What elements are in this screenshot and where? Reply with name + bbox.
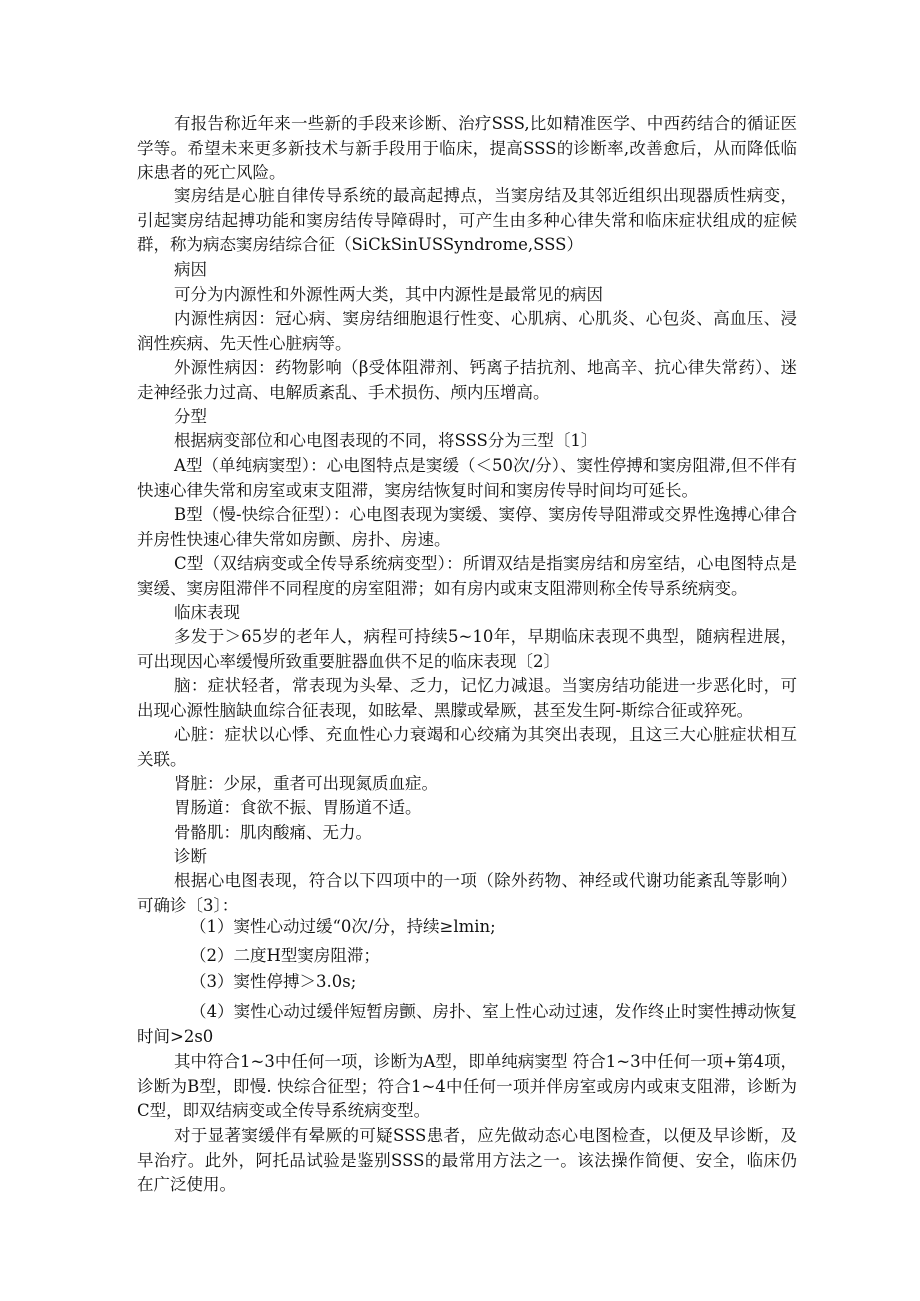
paragraph-type-b: B型（慢-快综合征型）：心电图表现为窦缓、窦停、窦房传导阻滞或交界性逸搏心律合并房性快速心律失常如房颤、房扑、房速。 [137, 505, 797, 549]
paragraph-classification-summary: 根据病变部位和心电图表现的不同，将SSS分为三型〔1〕 [174, 431, 598, 450]
paragraph-skeletal-muscle: 骨骼肌：肌肉酸痛、无力。 [174, 823, 372, 842]
paragraph-intro-new-methods: 有报告称近年来一些新的手段来诊断、治疗SSS,比如精准医学、中西药结合的循证医学等。希望未来更多新技术与新手段用于临床，提高SSS的诊断率,改善愈后，从而降低临床患者的死亡风险。 [137, 114, 797, 182]
paragraph-gastrointestinal: 胃肠道：食欲不振、胃肠道不适。 [174, 798, 422, 817]
heading-classification: 分型 [174, 407, 207, 426]
criterion-item-3: （3）窦性停搏＞3.0s; [190, 972, 357, 991]
heading-clinical-manifestations: 临床表现 [174, 603, 240, 622]
criterion-item-2: （2）二度H型窦房阻滞； [190, 946, 380, 965]
paragraph-heart: 心脏：症状以心悸、充血性心力衰竭和心绞痛为其突出表现，且这三大心脏症状相互关联。 [137, 725, 797, 769]
heading-diagnosis: 诊断 [174, 847, 207, 866]
paragraph-type-c: C型（双结病变或全传导系统病变型）：所谓双结是指窦房结和房室结，心电图特点是窦缓、窦房阻滞伴不同程度的房室阻滞；如有房内或束支阻滞则称全传导系统病变。 [137, 554, 797, 598]
paragraph-kidney: 肾脏：少尿，重者可出现氮质血症。 [174, 774, 438, 793]
heading-etiology: 病因 [174, 260, 207, 279]
criterion-item-4: （4）窦性心动过缓伴短暂房颤、房扑、室上性心动过速，发作终止时窦性搏动恢复时间>2s0 [137, 1002, 797, 1046]
paragraph-diagnosis-criteria: 根据心电图表现，符合以下四项中的一项（除外药物、神经或代谢功能紊乱等影响）可确诊〔3〕： [137, 871, 797, 915]
paragraph-definition: 窦房结是心脏自律传导系统的最高起搏点，当窦房结及其邻近组织出现器质性病变，引起窦房结起搏功能和窦房结传导障碍时，可产生由多种心律失常和临床症状组成的症候群，称为病态窦房结综合征（SiCkSinUSSyndrome,SSS） [137, 186, 797, 254]
paragraph-etiology-summary: 可分为内源性和外源性两大类，其中内源性是最常见的病因 [174, 285, 603, 304]
criterion-item-1: （1）窦性心动过缓“0次/分，持续≥lmin; [190, 917, 496, 936]
paragraph-extrinsic-causes: 外源性病因：药物影响（β受体阻滞剂、钙离子拮抗剂、地高辛、抗心律失常药）、迷走神经张力过高、电解质紊乱、手术损伤、颅内压增高。 [137, 358, 797, 402]
paragraph-brain: 脑：症状轻者，常表现为头晕、乏力，记忆力减退。当窦房结功能进一步恶化时，可出现心源性脑缺血综合征表现，如眩晕、黑朦或晕厥，甚至发生阿-斯综合征或猝死。 [137, 676, 797, 720]
paragraph-holter-atropine: 对于显著窦缓伴有晕厥的可疑SSS患者，应先做动态心电图检查，以便及早诊断，及早治疗。此外，阿托品试验是鉴别SSS的最常用方法之一。该法操作简便、安全，临床仍在广泛使用。 [137, 1126, 797, 1194]
paragraph-clinical-overview: 多发于＞65岁的老年人，病程可持续5~10年，早期临床表现不典型，随病程进展，可出现因心率缓慢所致重要脏器血供不足的临床表现〔2〕 [137, 627, 797, 671]
paragraph-diagnosis-typing: 其中符合1~3中任何一项，诊断为A型，即单纯病窦型 符合1~3中任何一项+第4项，诊断为B型，即慢. 快综合征型；符合1~4中任何一项并伴房室或房内或束支阻滞，诊断为C型，即双结病变或全传导系统病变型。 [137, 1052, 797, 1120]
paragraph-type-a: A型（单纯病窦型）：心电图特点是窦缓（＜50次/分）、窦性停搏和窦房阻滞,但不伴有快速心律失常和房室或束支阻滞，窦房结恢复时间和窦房传导时间均可延长。 [137, 456, 797, 500]
paragraph-intrinsic-causes: 内源性病因：冠心病、窦房结细胞退行性变、心肌病、心肌炎、心包炎、高血压、浸润性疾病、先天性心脏病等。 [137, 309, 797, 353]
